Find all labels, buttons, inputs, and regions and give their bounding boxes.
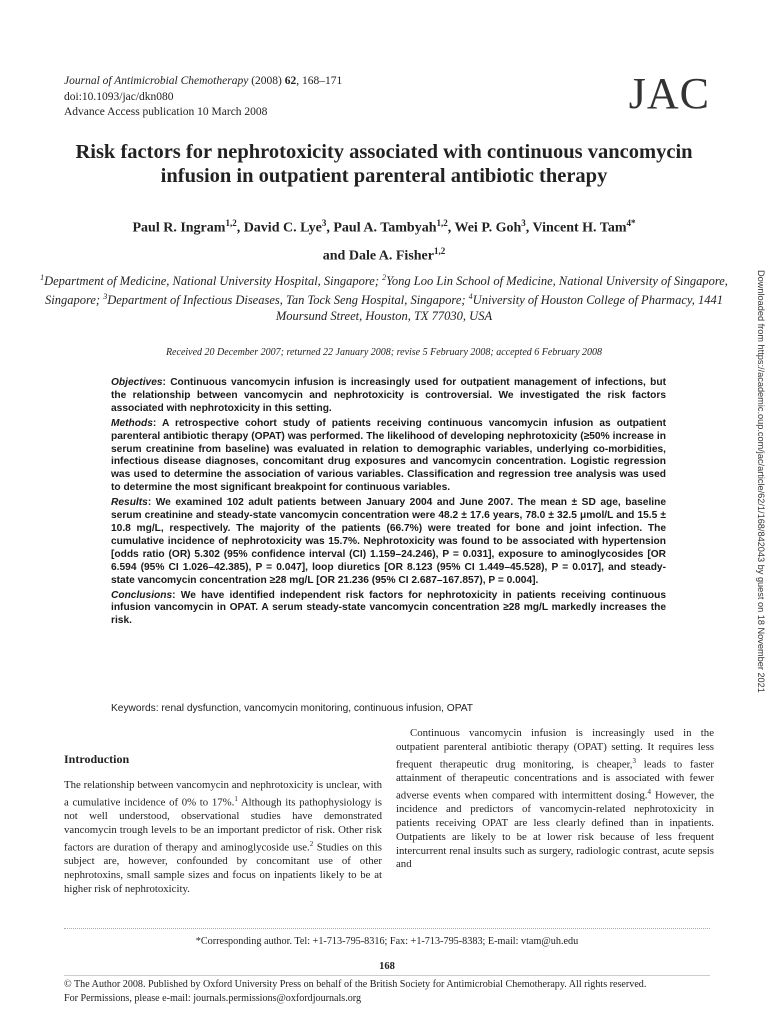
author: Dale A. Fisher (348, 248, 434, 264)
body-column-right (396, 727, 714, 872)
author-affil-ref: 3 (521, 218, 526, 228)
section-text: : Continuous vancomycin infusion is increasingly used for outpatient management of infections, but the relationship between vancomycin and nephrotoxicity is controversial. We investigated the risk factors associated with nephrotoxicity in this setting. (111, 377, 666, 414)
author-affil-ref: 3 (321, 218, 327, 228)
received-dates: Received 20 December 2007; returned 22 January 2008; revise 5 February 2008; accepted 6 February 2008 (165, 347, 603, 358)
body-column-left (64, 753, 382, 896)
download-watermark-text: Downloaded from https://academic.oup.com/jac/article/62/1/168/842043 by guest on 18 November 2021 (756, 270, 766, 693)
citation-ref[interactable]: 2 (309, 839, 314, 848)
affiliation: Yong Loo Lin School of Medicine, National University of Singapore, Singapore; (45, 274, 728, 308)
divider (64, 975, 710, 976)
download-watermark (754, 270, 766, 750)
author: Paul A. Tambyah (333, 220, 437, 236)
affil-number: 2 (382, 273, 387, 282)
body-text: Studies on this subject are, however, confounded by concomitant use of other nephrotoxins, small sample sizes and focus on inpatients likely to be at higher risk of nephrotoxicity. (64, 841, 382, 895)
journal-year: (2008) (248, 75, 285, 87)
permissions-line: For Permissions, please e-mail: journals.permissions@oxfordjournals.org (64, 992, 362, 1004)
section-text: : We have identified independent risk factors for nephrotoxicity in patients receiving continuous infusion vancomycin in OPAT. A serum steady-state vancomycin concentration ≥28 mg/L markedly increases the risk. (111, 589, 666, 627)
abstract-conclusions (111, 590, 666, 629)
citation-ref[interactable]: 1 (234, 794, 238, 803)
advance-access: Advance Access publication 10 March 2008 (64, 106, 268, 118)
author: David C. Lye (243, 220, 322, 236)
affiliation: Department of Medicine, National University Hospital, Singapore; (44, 274, 383, 289)
divider (64, 928, 710, 929)
journal-citation (64, 74, 342, 121)
journal-pages: , 168–171 (296, 75, 343, 87)
affil-number: 3 (103, 292, 108, 302)
body-text: Although its pathophysiology is not well understood, observational studies have demonstrated vancomycin trough levels to be an important predictor of risk. Other risk factors are duration of therapy and aminoglycoside use. (64, 796, 382, 854)
author-affil-ref: 4* (626, 218, 636, 228)
abstract (111, 377, 666, 630)
citation-ref[interactable]: 4 (647, 787, 651, 796)
journal-citation-line (64, 74, 342, 90)
body-text: leads to faster attainment of therapeutic concentrations and is associated with fewer adverse events when compared with intermittent dosing. (396, 758, 714, 802)
affiliations (40, 270, 728, 324)
section-heading-introduction: Introduction (64, 752, 130, 766)
author: Paul R. Ingram (132, 220, 226, 236)
body-paragraph (396, 727, 714, 872)
keywords: Keywords: renal dysfunction, vancomycin monitoring, continuous infusion, OPAT (111, 703, 474, 714)
journal-name: Journal of Antimicrobial Chemotherapy (64, 75, 249, 87)
body-text: Continuous vancomycin infusion is increasingly used in the outpatient parenteral antibiotic therapy (OPAT) setting. It requires less frequent therapeutic drug monitoring, is cheaper, (396, 727, 714, 771)
abstract-results (111, 497, 666, 587)
journal-volume: 62 (284, 75, 297, 87)
separator: , (236, 220, 244, 236)
section-text: : We examined 102 adult patients between January 2004 and June 2007. The mean ± SD age, baseline serum creatinine and steady-state vancomycin concentration were 48.2 ± 17.6 years, 78.0 ± 32.5 μmol/L and 15.5 ± 10.8 mg/L, respectively. The majority of the patients (66.7%) were treated for bone and joint infection. The cumulative incidence of nephrotoxicity was 15.7%. Nephrotoxicity was found to be associated with hypertension [odds ratio (OR) 5.302 (95% confidence interval (CI) 1.159–24.246), P = 0.031], exposure to aminoglycosides [OR 6.594 (95% CI 1.026–42.385), P = 0.047], loop diuretics [OR 8.123 (95% CI 1.449–45.528), P = 0.017], and steady-state vancomycin concentration ≥28 mg/L [OR 21.236 (95% CI 2.687–167.857), P = 0.004]. (111, 497, 666, 586)
copyright-notice (64, 978, 714, 1005)
author-and: and (322, 248, 349, 264)
affil-number: 4 (468, 292, 473, 302)
section-text: : A retrospective cohort study of patients receiving continuous vancomycin infusion as outpatient parenteral antibiotic therapy (OPAT) was performed. The likelihood of developing nephrotoxicity (≥50% increase in serum creatinine from baseline) was evaluated in relation to demographic variables, underlying co-morbidities, infectious disease diagnoses, concomitant drug exposures and vancomycin concentration. Logistic regression was used to determine the association of various variables. Classification and regression tree analysis was used to determine the most significant breakpoint for continuous variables. (111, 417, 666, 494)
author-affil-ref: 1,2 (225, 218, 237, 228)
affiliation: University of Houston College of Pharmacy, 1441 Moursund Street, Houston, TX 77030, USA (275, 293, 723, 324)
separator: , (326, 220, 334, 236)
author-affil-ref: 1,2 (433, 245, 446, 256)
doi[interactable]: doi:10.1093/jac/dkn080 (64, 90, 174, 103)
body-text: However, the incidence and predictors of vancomycin-related nephrotoxicity in patients receiving OPAT are less clearly defined than in inpatients. Outpatients are likely to be at lower risk because of less frequent intercurrent renal insults such as surgery, radiologic contrast, acute sepsis and (396, 789, 715, 871)
body-paragraph (64, 779, 382, 897)
affil-number: 1 (40, 273, 45, 282)
abstract-methods (111, 418, 666, 495)
body-text: The relationship between vancomycin and nephrotoxicity is unclear, with a cumulative incidence of 0% to 17%. (64, 778, 382, 809)
author: Wei P. Goh (454, 220, 522, 236)
section-label: Conclusions (111, 589, 173, 601)
citation-ref[interactable]: 3 (632, 756, 636, 765)
abstract-objectives (111, 377, 666, 416)
section-label: Objectives (111, 377, 163, 388)
separator: , (525, 220, 533, 236)
author: Vincent H. Tam (532, 220, 627, 236)
article-title: Risk factors for nephrotoxicity associated with continuous vancomycin infusion in outpatient parenteral antibiotic therapy (75, 141, 693, 187)
corresponding-author: *Corresponding author. Tel: +1-713-795-8316; Fax: +1-713-795-8383; E-mail: vtam@uh.edu (195, 936, 579, 947)
page-number: 168 (379, 961, 395, 972)
separator: , (447, 220, 455, 236)
section-label: Results (111, 497, 148, 509)
author-list (40, 212, 728, 267)
section-label: Methods (111, 417, 153, 429)
copyright-line: © The Author 2008. Published by Oxford University Press on behalf of the British Society for Antimicrobial Chemotherapy. All rights reserved. (64, 979, 647, 990)
jac-logo: JAC (628, 69, 710, 118)
author-affil-ref: 1,2 (436, 218, 448, 228)
affiliation: Department of Infectious Diseases, Tan Tock Seng Hospital, Singapore; (107, 293, 469, 308)
